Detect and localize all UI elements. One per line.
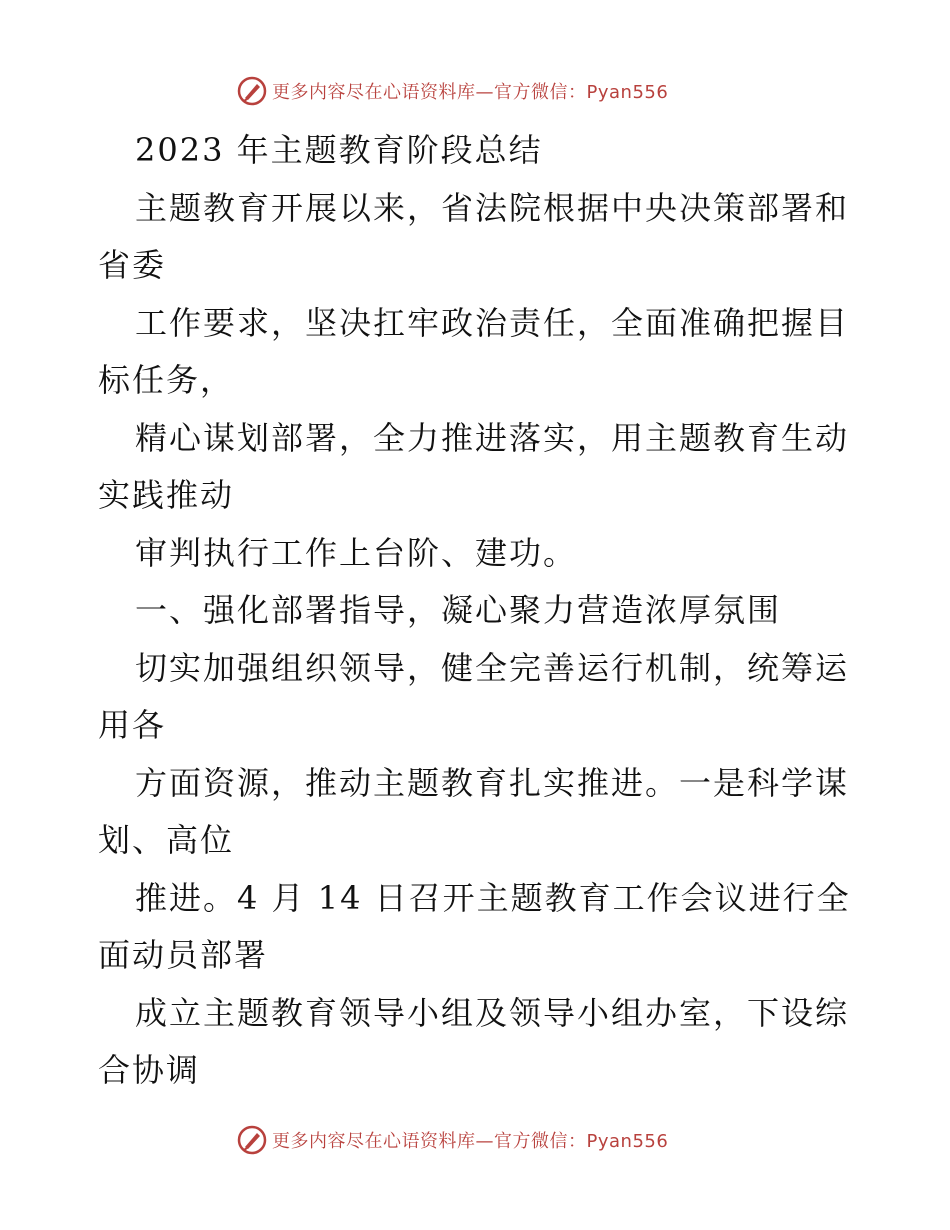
- paragraph-line: 面动员部署: [98, 936, 269, 974]
- pen-seal-icon: [236, 75, 268, 107]
- header-watermark: [236, 73, 668, 109]
- paragraph-line: 精心谋划部署，全力推进落实，用主题教育生动: [135, 418, 850, 457]
- paragraph-line: 合协调: [98, 1051, 201, 1089]
- document-title: 2023 年主题教育阶段总结: [135, 131, 543, 169]
- paragraph-line: 省委: [98, 246, 167, 284]
- paragraph-line: 工作要求，坚决扛牢政治责任，全面准确把握目: [135, 303, 850, 342]
- paragraph-line: 切实加强组织领导，健全完善运行机制，统筹运: [135, 648, 850, 687]
- footer-watermark: [236, 1122, 668, 1158]
- watermark-text: 更多内容尽在心语资料库—官方微信：Pyan556: [272, 1131, 669, 1152]
- paragraph-line: 推进。4 月 14 日召开主题教育工作会议进行全: [135, 878, 851, 917]
- paragraph-line: 审判执行工作上台阶、建功。: [135, 533, 578, 572]
- paragraph-line: 成立主题教育领导小组及领导小组办室，下设综: [135, 993, 850, 1032]
- paragraph-line: 标任务，: [98, 361, 235, 399]
- paragraph-line: 主题教育开展以来，省法院根据中央决策部署和: [135, 188, 850, 227]
- watermark-text: 更多内容尽在心语资料库—官方微信：Pyan556: [272, 82, 669, 103]
- section-heading: 一、强化部署指导，凝心聚力营造浓厚氛围: [135, 591, 782, 629]
- paragraph-line: 方面资源，推动主题教育扎实推进。一是科学谋: [135, 763, 850, 802]
- paragraph-line: 划、高位: [98, 821, 235, 859]
- pen-seal-icon: [236, 1124, 268, 1156]
- paragraph-line: 用各: [98, 706, 167, 744]
- document-body: [98, 122, 858, 1100]
- paragraph-line: 实践推动: [98, 476, 235, 514]
